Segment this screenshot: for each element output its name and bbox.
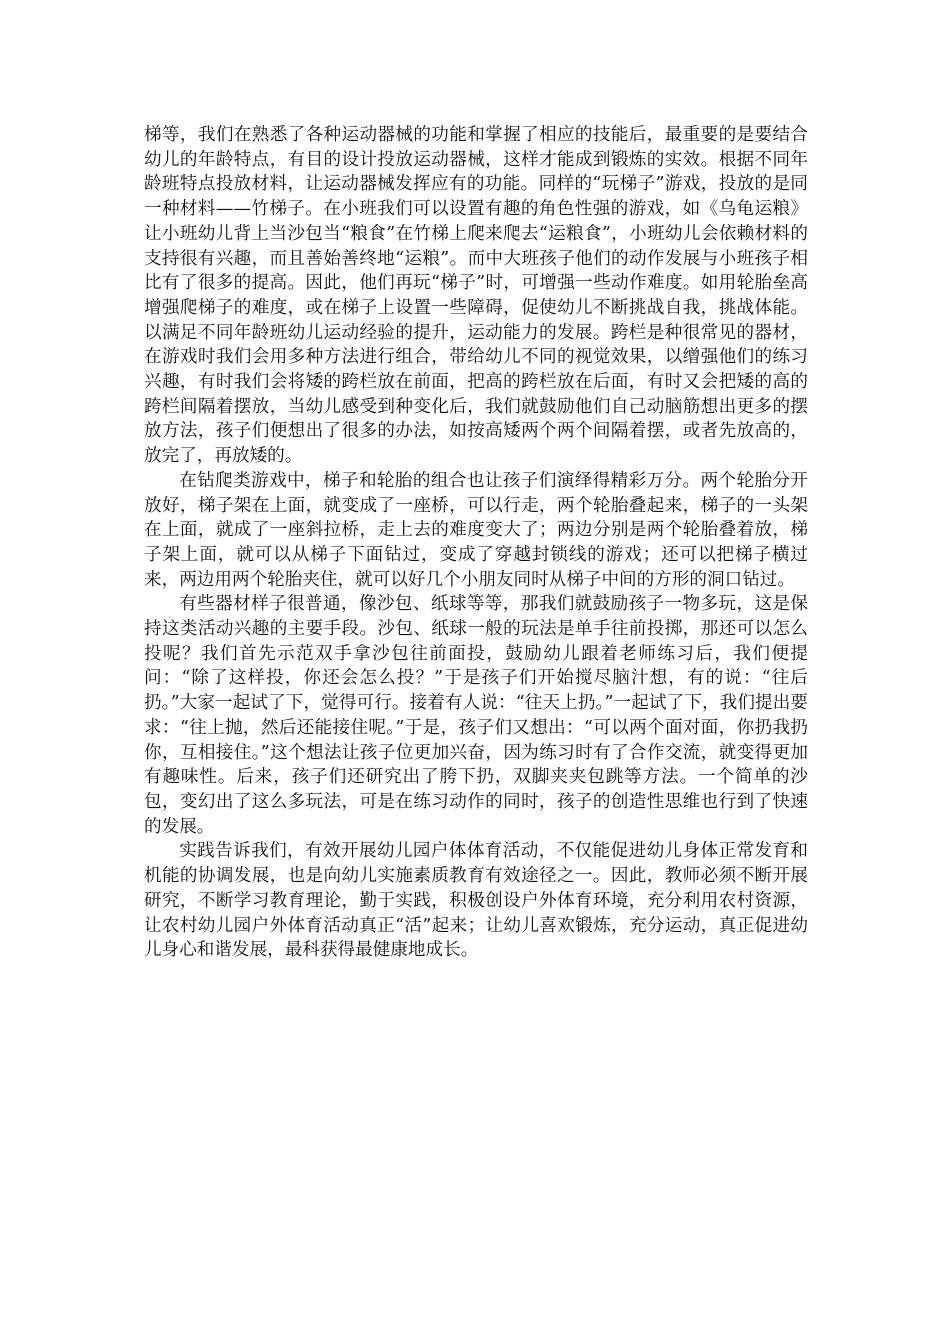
document-body [144, 123, 808, 963]
paragraph-continuation: 梯等，我们在熟悉了各种运动器械的功能和掌握了相应的技能后，最重要的是要结合幼儿的年龄特点，有目的设计投放运动器械，这样才能成到锻炼的实效。根据不同年龄班特点投放材料，让运动器械发挥应有的功能。同样的“玩梯子”游戏，投放的是同一种材料——竹梯子。在小班我们可以设置有趣的角色性强的游戏，如《乌龟运粮》让小班幼儿背上当沙包当“粮食”在竹梯上爬来爬去“运粮食”，小班幼儿会依赖材料的支持很有兴趣，而且善始善终地“运粮”。而中大班孩子他们的动作发展与小班孩子相比有了很多的提高。因此，他们再玩“梯子”时，可增强一些动作难度。如用轮胎垒高增强爬梯子的难度，或在梯子上设置一些障碍，促使幼儿不断挑战自我，挑战体能。以满足不同年龄班幼儿运动经验的提升，运动能力的发展。跨栏是种很常见的器材，在游戏时我们会用多种方法进行组合，带给幼儿不同的视觉效果，以缯强他们的练习兴趣，有时我们会将矮的跨栏放在前面，把高的跨栏放在后面，有时又会把矮的高的跨栏间隔着摆放，当幼儿感受到种变化后，我们就鼓励他们自己动脑筋想出更多的摆放方法，孩子们便想出了很多的办法，如按高矮两个两个间隔着摆，或者先放高的，放完了，再放矮的。 [144, 125, 808, 467]
paragraph-sandbag-play: 有些器材样子很普通，像沙包、纸球等等，那我们就鼓励孩子一物多玩，这是保持这类活动兴趣的主要手段。沙包、纸球一般的玩法是单手往前投掷，那还可以怎么投呢？我们首先示范双手拿沙包往前面投，鼓励幼儿跟着老师练习后，我们便提问：“除了这样投，你还会怎么投？”于是孩子们开始搅尽脑汁想，有的说：“往后扔。”大家一起试了下，觉得可行。接着有人说：“往天上扔。”一起试了下，我们提出要求：“往上抛，然后还能接住呢。”于是，孩子们又想出：“可以两个面对面，你扔我扔你，互相接住。”这个想法让孩子位更加兴奋，因为练习时有了合作交流，就变得更加有趣味性。后来，孩子们还研究出了胯下扔，双脚夹夹包跳等方法。一个简单的沙包，变幻出了这么多玩法，可是在练习动作的同时，孩子的创造性思维也行到了快速的发展。 [144, 594, 808, 837]
paragraph-conclusion: 实践告诉我们，有效开展幼儿园户体体育活动，不仅能促进幼儿身体正常发育和机能的协调发展，也是向幼儿实施素质教育有效途径之一。因此，教师必须不断开展研究，不断学习教育理论，勤于实践，积极创设户外体育环境，充分利用农村资源，让农村幼儿园户外体育活动真正“活”起来；让幼儿喜欢锻炼，充分运动，真正促进幼儿身心和谐发展，最科获得最健康地成长。 [144, 841, 808, 961]
paragraph-drilling-games: 在钻爬类游戏中，梯子和轮胎的组合也让孩子们演绎得精彩万分。两个轮胎分开放好，梯子架在上面，就变成了一座桥，可以行走，两个轮胎叠起来，梯子的一头架在上面，就成了一座斜拉桥，走上去的难度变大了；两边分别是两个轮胎叠着放，梯子架上面，就可以从梯子下面钻过，变成了穿越封锁线的游戏；还可以把梯子横过来，两边用两个轮胎夹住，就可以好几个小朋友同时从梯子中间的方形的洞口钻过。 [144, 470, 808, 590]
